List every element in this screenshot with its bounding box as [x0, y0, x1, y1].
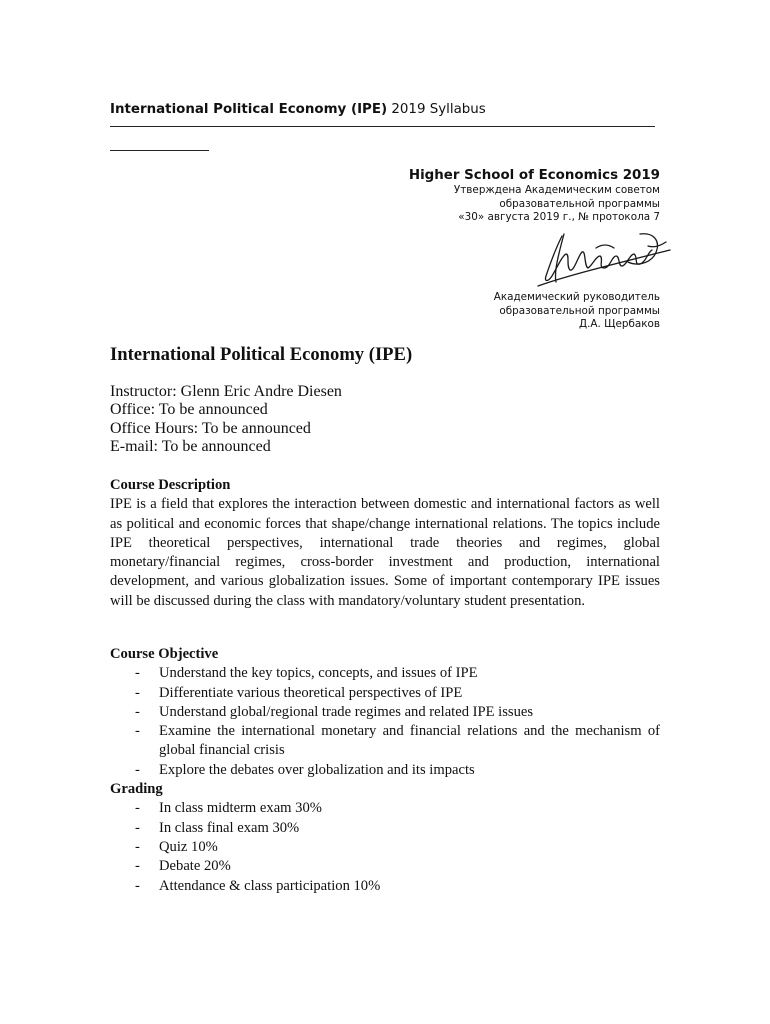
course-objective-section: [110, 645, 660, 896]
director-line: образовательной программы: [499, 304, 660, 317]
list-item: [110, 819, 660, 838]
objective-text: Understand global/regional trade regimes and related IPE issues: [159, 703, 534, 720]
course-description-section: [110, 476, 660, 611]
grading-text: In class final exam 30%: [159, 819, 300, 836]
list-item: [110, 857, 660, 876]
grading-list: [110, 799, 660, 895]
office-line: Office: To be announced: [110, 401, 268, 419]
dash-bullet: -: [135, 684, 140, 701]
dash-bullet: -: [135, 665, 140, 682]
objective-text: Examine the international monetary and financial relations and the mechanism of global financial crisis: [159, 723, 660, 759]
objective-text: Explore the debates over globalization and its impacts: [159, 761, 475, 778]
list-item: [110, 838, 660, 857]
dash-bullet: -: [135, 800, 140, 817]
director-line: Академический руководитель: [493, 291, 660, 303]
list-item: [110, 722, 660, 761]
approval-line: образовательной программы: [499, 197, 660, 210]
academic-director: [494, 291, 660, 332]
header-rule: [110, 126, 655, 127]
approval-line: Утверждена Академическим советом: [453, 184, 660, 196]
dash-bullet: -: [135, 723, 140, 740]
course-contact-info: [110, 383, 660, 456]
dash-bullet: -: [135, 703, 140, 720]
header-rule-short: [110, 150, 209, 151]
grading-text: Attendance & class participation 10%: [159, 877, 381, 894]
syllabus-year-label: 2019 Syllabus: [387, 102, 486, 117]
syllabus-header: [110, 102, 486, 117]
email-line: E-mail: To be announced: [110, 437, 271, 455]
signature-image: [536, 226, 672, 288]
approval-line: «30» августа 2019 г., № протокола 7: [458, 211, 660, 223]
grading-heading: Grading: [110, 781, 163, 798]
director-line: Д.А. Щербаков: [578, 318, 660, 330]
dash-bullet: -: [135, 858, 140, 875]
dash-bullet: -: [135, 761, 140, 778]
objective-list: [110, 664, 660, 780]
course-objective-heading: Course Objective: [110, 646, 219, 662]
course-title: International Political Economy (IPE): [110, 344, 413, 365]
grading-text: In class midterm exam 30%: [159, 800, 322, 817]
list-item: [110, 703, 660, 722]
list-item: [110, 684, 660, 703]
grading-text: Debate 20%: [159, 858, 231, 875]
course-name-bold: International Political Economy (IPE): [110, 102, 388, 117]
objective-text: Understand the key topics, concepts, and issues of IPE: [159, 665, 478, 682]
grading-text: Quiz 10%: [159, 838, 218, 855]
course-description-text: IPE is a field that explores the interaction between domestic and international factors as well as political and economic forces that shape/change international relations. The topics include IPE theoretical perspectives, international trade theories and regimes, global monetary/financial regimes, cross-border investment and production, international development, and various globalization issues. Some of important contemporary IPE issues will be discussed during the class with mandatory/voluntary student presentation.: [110, 496, 660, 609]
instructor-line: Instructor: Glenn Eric Andre Diesen: [110, 383, 342, 400]
school-name: Higher School of Economics 2019: [408, 168, 660, 183]
list-item: [110, 799, 660, 818]
dash-bullet: -: [135, 877, 140, 894]
dash-bullet: -: [135, 819, 140, 836]
approval-note: [454, 184, 660, 225]
office-hours-line: Office Hours: To be announced: [110, 419, 311, 437]
list-item: [110, 664, 660, 683]
course-description-heading: Course Description: [110, 477, 231, 493]
list-item: [110, 877, 660, 896]
dash-bullet: -: [135, 838, 140, 855]
objective-text: Differentiate various theoretical perspectives of IPE: [159, 684, 463, 701]
list-item: [110, 761, 660, 780]
